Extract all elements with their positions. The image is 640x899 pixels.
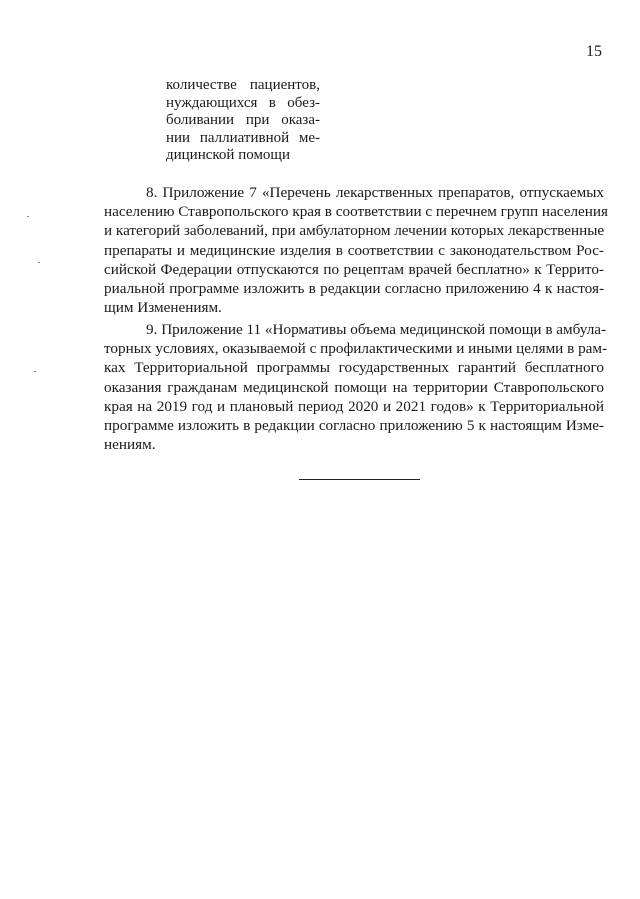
table-cell-fragment — [166, 77, 320, 165]
paragraph-9 — [104, 320, 608, 454]
paragraph-line: и категорий заболеваний, при амбулаторном лечении которых лекарственные — [104, 222, 605, 240]
paragraph-line: оказания гражданам медицинской помощи на территории Ставропольского — [104, 378, 604, 396]
scan-speck — [34, 371, 36, 372]
paragraph-line: сийской Федерации отпускаются по рецептам врачей бесплатно» к Террито- — [104, 260, 604, 278]
end-of-document-rule — [299, 479, 420, 480]
paragraph-8 — [104, 183, 609, 317]
paragraph-line: риальной программе изложить в редакции согласно приложению 4 к настоя- — [104, 280, 604, 298]
scan-speck — [27, 216, 29, 217]
paragraph-line: населению Ставропольского края в соответствии с перечнем групп населения — [104, 203, 609, 221]
table-cell-line: количестве пациентов, — [166, 77, 320, 93]
scan-speck — [38, 262, 40, 263]
page-number: 15 — [586, 43, 602, 60]
table-cell-line: боливании при оказа- — [166, 112, 320, 128]
paragraph-line: 9. Приложение 11 «Нормативы объема медицинской помощи в амбула- — [146, 321, 607, 338]
paragraph-line: щим Изменениям. — [104, 299, 222, 317]
paragraph-line: препараты и медицинские изделия в соответствии с законодательством Рос- — [104, 241, 604, 259]
paragraph-line: нениям. — [104, 436, 156, 454]
paragraph-line: торных условиях, оказываемой с профилактическими и иными целями в рам- — [104, 340, 608, 358]
paragraph-line: 8. Приложение 7 «Перечень лекарственных препаратов, отпускаемых — [146, 184, 604, 201]
paragraph-line: ках Территориальной программы государственных гарантий бесплатного — [104, 359, 604, 377]
table-cell-line: нии паллиативной ме- — [166, 129, 320, 146]
table-cell-line: дицинской помощи — [166, 147, 291, 163]
table-cell-line: нуждающихся в обез- — [166, 94, 320, 111]
paragraph-line: программе изложить в редакции согласно приложению 5 к настоящим Изме- — [104, 417, 604, 435]
paragraph-line: края на 2019 год и плановый период 2020 и 2021 годов» к Территориальной — [104, 397, 604, 415]
